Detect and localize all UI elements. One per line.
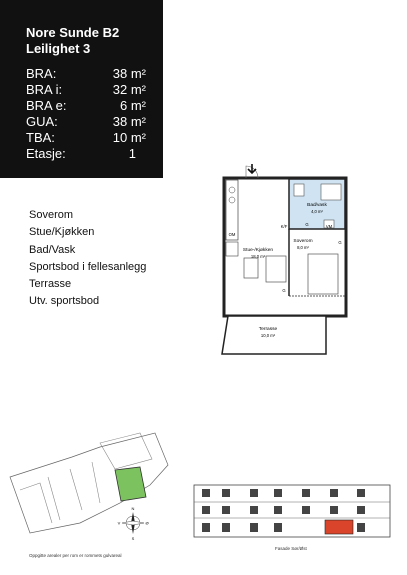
compass-icon [118, 506, 149, 541]
kitchen-cabinet [226, 242, 238, 256]
spec-row-tba [26, 130, 146, 146]
kitchen-counter [226, 180, 238, 240]
kf-label: K/F [280, 224, 288, 229]
site-map [0, 405, 190, 545]
window [274, 489, 282, 497]
bad-area: 4,0 m² [311, 209, 323, 214]
spec-label: BRA e: [26, 98, 67, 113]
facade-elevation [192, 480, 392, 540]
window [202, 523, 210, 532]
room-item-bad: Bad/Vask [29, 243, 76, 256]
g-label: G [282, 288, 286, 293]
toilet-icon [294, 184, 304, 196]
spec-value: 1 [128, 146, 136, 161]
room-item-utv-sportsbod: Utv. sportsbod [29, 295, 100, 308]
spec-label: TBA: [26, 130, 55, 145]
window [302, 506, 310, 514]
spec-label: BRA: [26, 66, 57, 81]
compass-needle [122, 521, 144, 525]
spec-row-bra-e [26, 98, 146, 114]
room-item-sportsbod: Sportsbod i fellesanlegg [29, 260, 147, 273]
vm-label: VM [325, 224, 333, 229]
window [274, 506, 282, 514]
sov-area: 8,0 m² [297, 245, 309, 250]
compass-s: S [131, 536, 135, 541]
facade-label: Fasade Sør/Øst [275, 546, 307, 551]
window [202, 489, 210, 497]
building-outline [20, 462, 100, 523]
bed-icon [308, 254, 338, 294]
g-label: G [338, 240, 342, 245]
window [222, 489, 230, 497]
unit-title: Leilighet 3 [26, 41, 91, 56]
spec-row-gua [26, 114, 146, 130]
window [302, 489, 310, 497]
spec-value: 38 m² [112, 114, 146, 129]
bad-label: Bad/vask [307, 203, 327, 208]
window [222, 523, 230, 532]
room-list [29, 207, 146, 311]
floor-plan [218, 158, 358, 358]
building-outline [100, 433, 152, 469]
spec-value: 32 m² [112, 82, 146, 97]
header-panel [0, 0, 163, 178]
stue-label: Stue-/Kjøkken [242, 248, 274, 253]
window [250, 523, 258, 532]
spec-row-bra [26, 66, 146, 82]
spec-label: GUA: [26, 114, 58, 129]
om-label: OM [228, 232, 236, 237]
terrasse-area: 10,0 m² [260, 333, 276, 338]
shower-icon [321, 184, 341, 200]
window [357, 523, 365, 532]
room-item-terrasse: Terrasse [29, 278, 72, 291]
spec-value: 6 m² [120, 98, 146, 113]
sofa-icon [266, 256, 286, 282]
room-item-stue: Stue/Kjøkken [29, 226, 95, 239]
compass-n: N [131, 506, 135, 511]
g-label: G [305, 222, 309, 227]
window [357, 506, 365, 514]
compass-e: Ø [145, 520, 149, 526]
spec-label: Etasje: [26, 146, 66, 161]
window [250, 506, 258, 514]
window [222, 506, 230, 514]
window [330, 506, 338, 514]
footnote: Oppgitte arealer per rom er rommets gulvareal [29, 553, 122, 558]
table-icon [244, 258, 258, 278]
room-item-soverom: Soverom [29, 209, 74, 221]
stue-area: 18,0 m² [250, 254, 266, 259]
site-outline [10, 433, 168, 533]
compass-w: V [117, 520, 121, 526]
entry-arrow-icon [248, 164, 256, 173]
unit-highlight [325, 520, 353, 534]
sov-label: Soverom [293, 239, 313, 244]
window [202, 506, 210, 514]
window [250, 489, 258, 497]
spec-row-bra-i [26, 82, 146, 98]
terrasse-label: Terrasse [258, 327, 278, 332]
project-title: Nore Sunde B2 [26, 25, 120, 40]
spec-value: 10 m² [112, 130, 146, 145]
spec-row-etasje [26, 146, 146, 162]
window [330, 489, 338, 497]
unit-highlight [115, 467, 146, 501]
spec-value: 38 m² [112, 66, 146, 81]
window [357, 489, 365, 497]
window [274, 523, 282, 532]
spec-label: BRA i: [26, 82, 63, 97]
